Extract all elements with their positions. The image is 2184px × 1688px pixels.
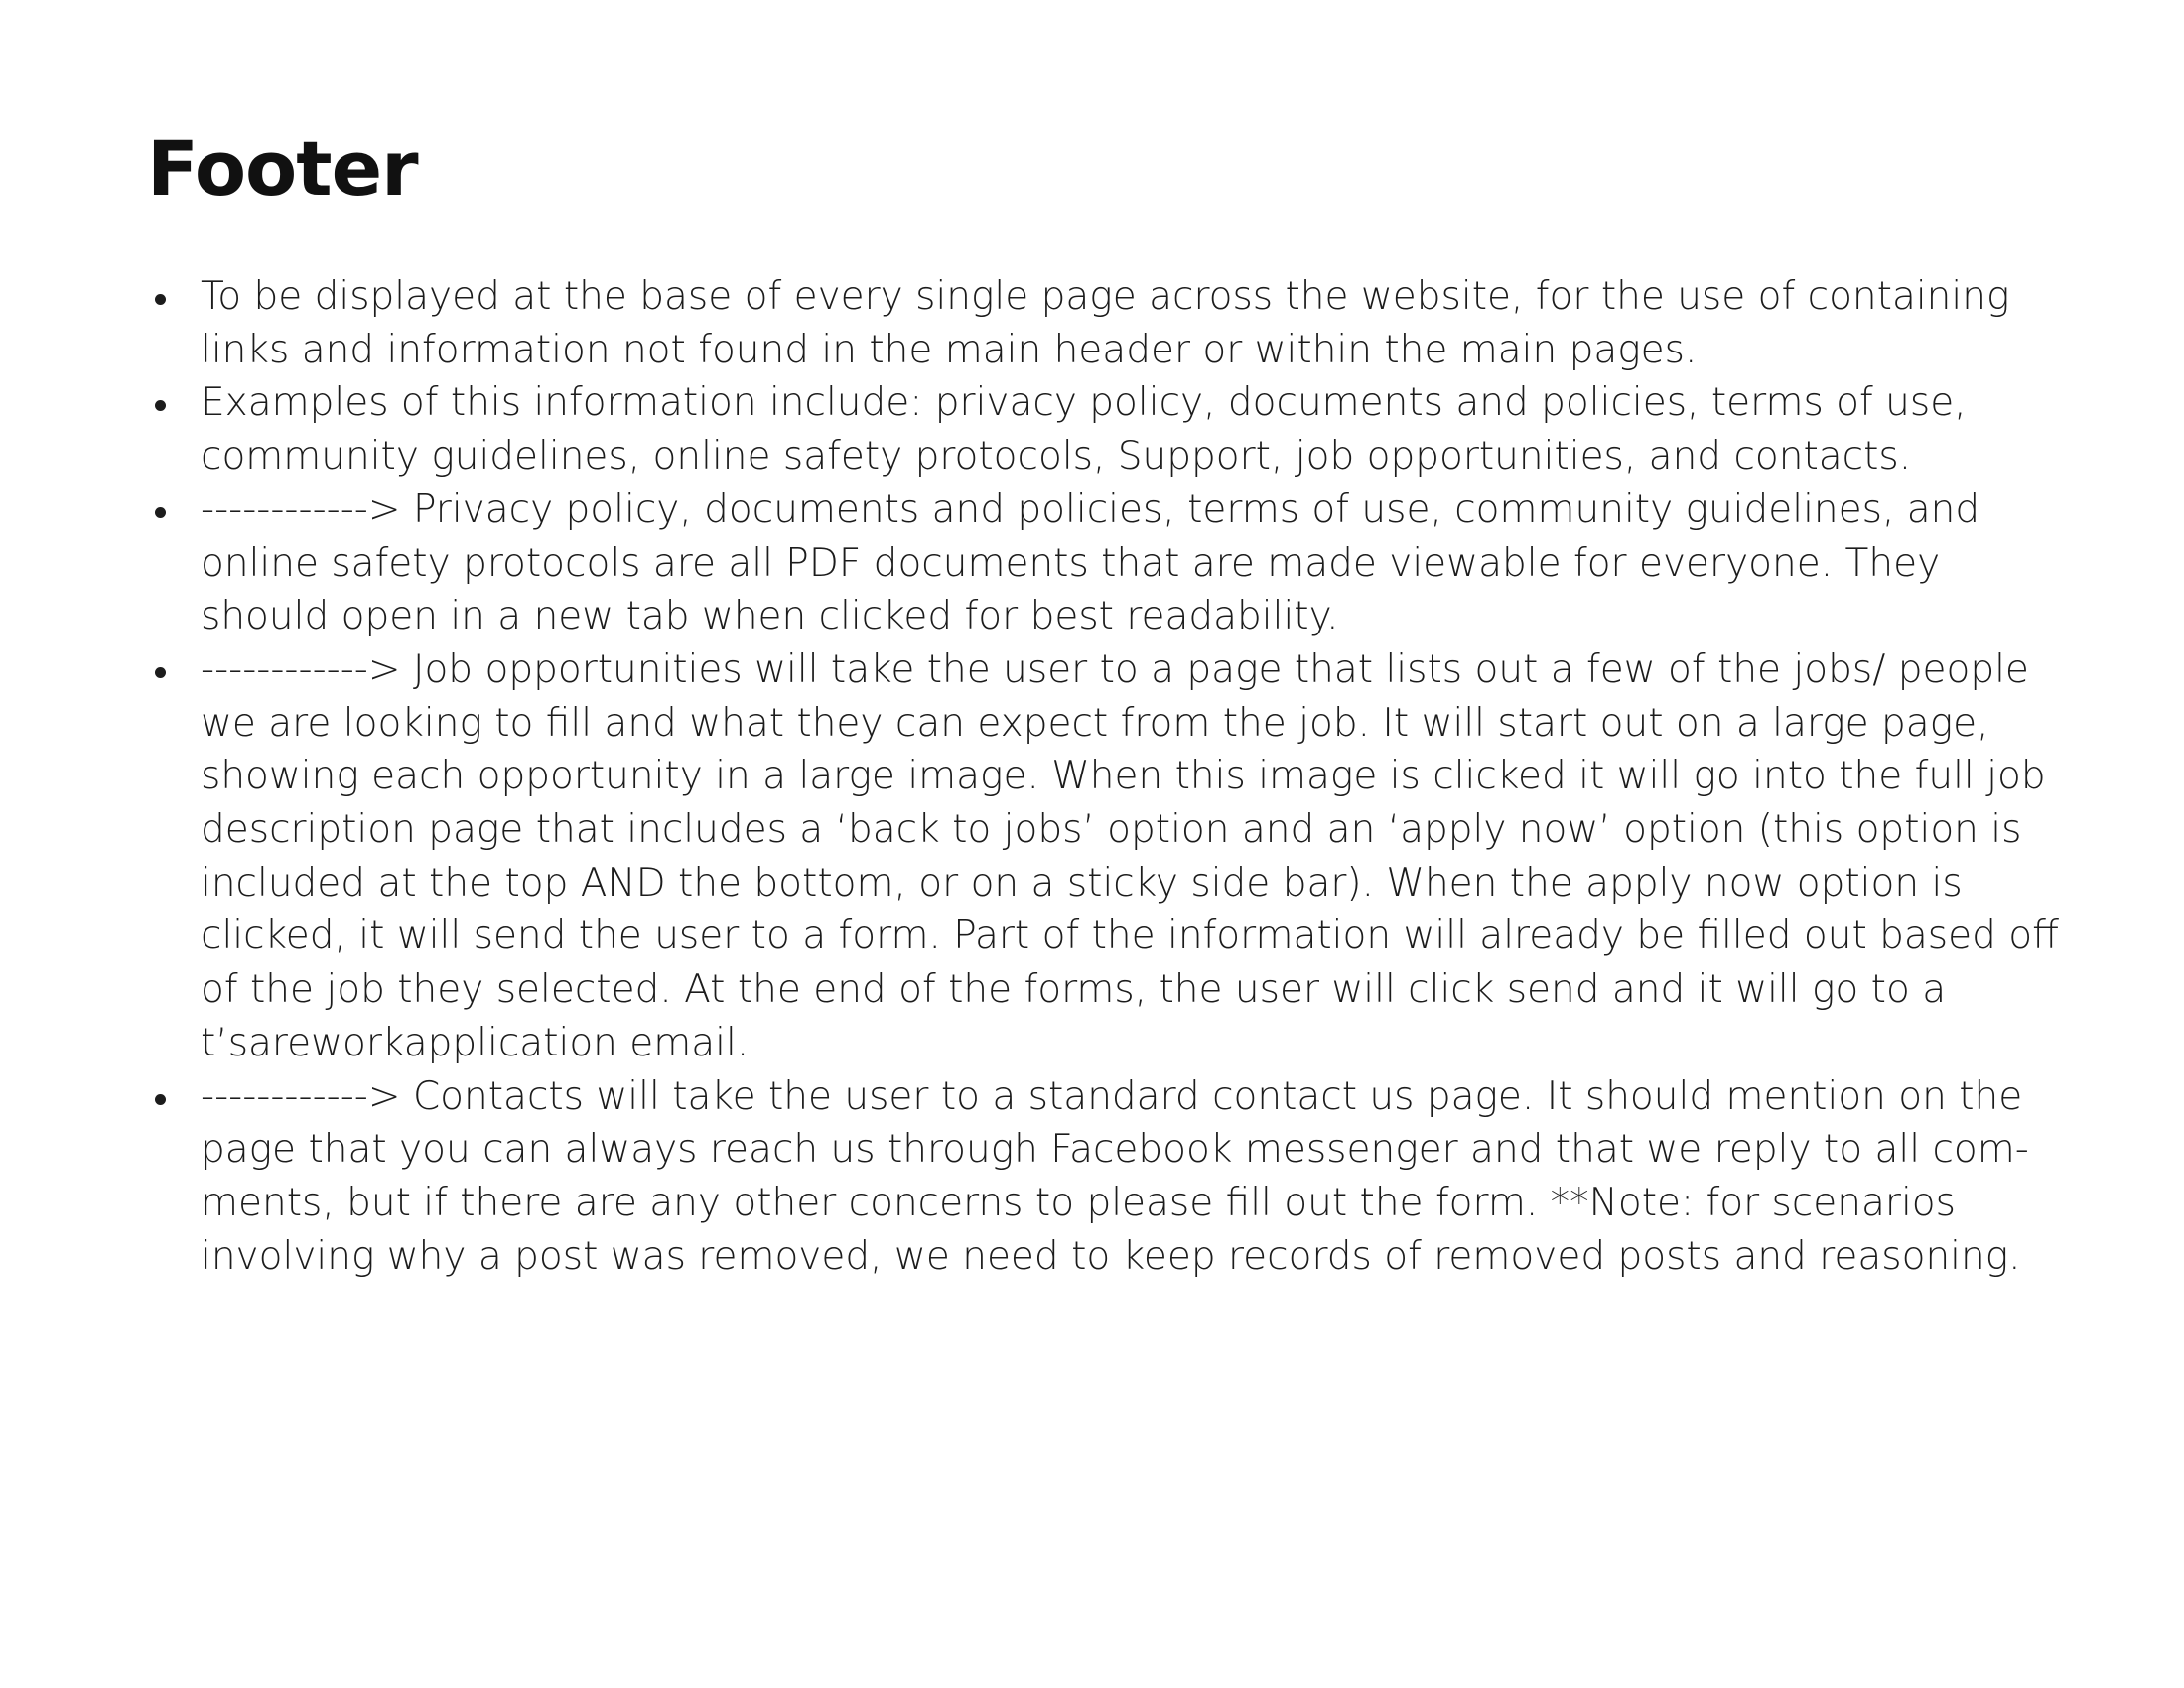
bullet-dot-icon xyxy=(155,667,166,678)
bullet-text: ------------> Privacy policy, documents and policies, terms of use, community guidelines, and online safety protocols are all PDF documents that are made viewable for everyone. They should open in a new tab when clicked for best readability. xyxy=(201,487,1980,639)
bullet-dot-icon xyxy=(155,507,166,518)
bullet-item-contacts xyxy=(147,1070,2073,1284)
bullet-item-pdf-documents xyxy=(147,484,2073,643)
bullet-item-examples xyxy=(147,376,2073,483)
bullet-item-job-opportunities xyxy=(147,643,2073,1070)
bullet-item-footer-placement xyxy=(147,270,2073,376)
bullet-text: To be displayed at the base of every single page across the website, for the use of containing links and information not found in the main header or within the main pages. xyxy=(201,274,2010,372)
bullet-list xyxy=(147,270,2073,1283)
bullet-dot-icon xyxy=(155,294,166,305)
bullet-text: ------------> Contacts will take the user to a standard contact us page. It should mention on the page that you can always reach us through Facebook messenger and that we reply to all com-ments, but if there are any other concerns to please fill out the form. **Note: for scenarios involving why a post was removed, we need to keep records of removed posts and reasoning. xyxy=(201,1073,2029,1279)
bullet-text: Examples of this information include: privacy policy, documents and policies, terms of use, community guidelines, online safety protocols, Support, job opportunities, and contacts. xyxy=(201,380,1967,480)
page-title: Footer xyxy=(147,124,418,212)
bullet-dot-icon xyxy=(155,400,166,411)
bullet-dot-icon xyxy=(155,1094,166,1105)
bullet-text: ------------> Job opportunities will take the user to a page that lists out a few of the jobs/ people we are looking to fill and what they can expect from the job. It will start out on a large page, showing each opportunity in a large image. When this image is clicked it will go into the full job description page that includes a ‘back to jobs’ option and an ‘apply now’ option (this option is included at the top AND the bottom, or on a sticky side bar). When the apply now option is clicked, it will send the user to a form. Part of the information will already be filled out based off of the job they selected. At the end of the forms, the user will click send and it will go to a t’sareworkapplication email. xyxy=(201,646,2059,1065)
